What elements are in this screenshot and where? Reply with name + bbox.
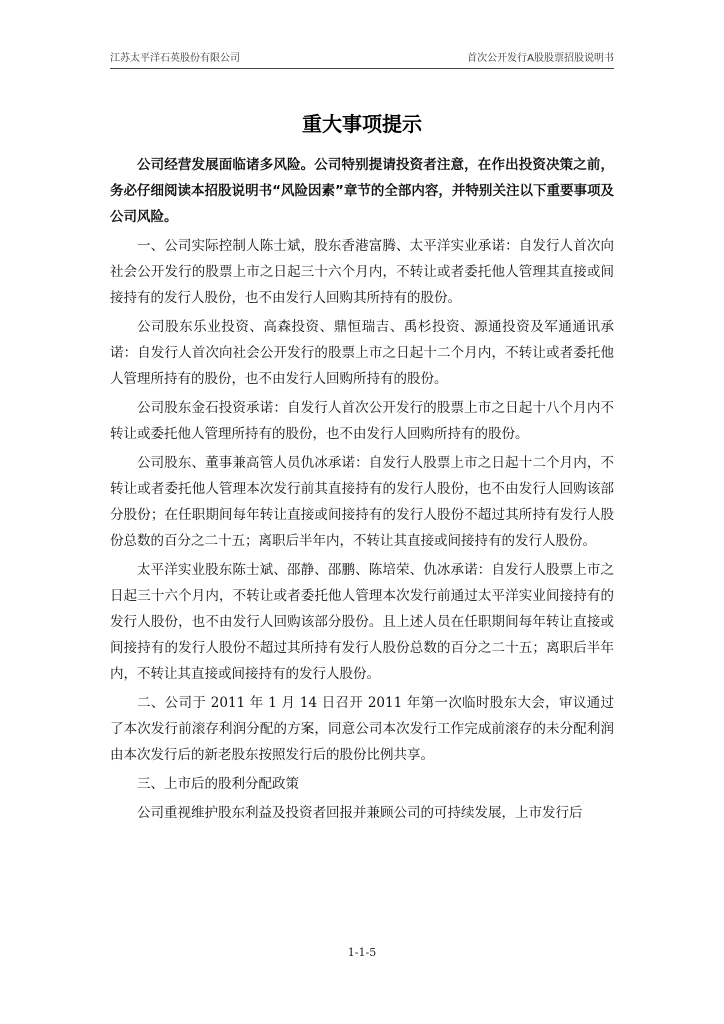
document-body xyxy=(110,152,614,829)
paragraph-item-3-heading: 三、上市后的股利分配政策 xyxy=(137,776,299,792)
paragraph-item-1: 一、公司实际控制人陈士斌，股东香港富腾、太平洋实业承诺：自发行人首次向社会公开发行的股票上市之日起三十六个月内，不转让或者委托他人管理其直接或间接持有的发行人股份，也不由发行人回购其所持有的股份。 xyxy=(110,238,614,306)
paragraph-item-2: 二、公司于 2011 年 1 月 14 日召开 2011 年第一次临时股东大会，审议通过了本次发行前滚存利润分配的方案，同意公司本次发行工作完成前滚存的未分配利润由本次发行后的新老股东按照发行后的股份比例共享。 xyxy=(110,695,614,763)
paragraph-intro: 公司经营发展面临诸多风险。公司特别提请投资者注意，在作出投资决策之前，务必仔细阅读本招股说明书“风险因素”章节的全部内容，并特别关注以下重要事项及公司风险。 xyxy=(110,157,614,225)
page-number: 1-1-5 xyxy=(347,946,377,959)
header-document-title: 首次公开发行A股股票招股说明书 xyxy=(467,53,614,64)
page-header xyxy=(110,52,614,66)
paragraph-dividend-policy: 公司重视维护股东利益及投资者回报并兼顾公司的可持续发展，上市发行后 xyxy=(137,805,583,821)
paragraph-qiu-bing: 公司股东、董事兼高管人员仇冰承诺：自发行人股票上市之日起十二个月内，不转让或者委托他人管理本次发行前其直接持有的发行人股份，也不由发行人回购该部分股份；在任职期间每年转让直接或间接持有的发行人股份不超过其所持有发行人股份总数的百分之二十五；离职后半年内，不转让其直接或间接持有的发行人股份。 xyxy=(110,455,614,549)
paragraph-shareholders-12-months: 公司股东乐业投资、高森投资、鼎恒瑞吉、禹杉投资、源通投资及军通通讯承诺：自发行人首次向社会公开发行的股票上市之日起十二个月内，不转让或者委托他人管理所持有的股份，也不由发行人回购所持有的股份。 xyxy=(110,319,614,387)
paragraph-jinshi-18-months: 公司股东金石投资承诺：自发行人首次公开发行的股票上市之日起十八个月内不转让或委托他人管理所持有的股份，也不由发行人回购所持有的股份。 xyxy=(110,400,614,442)
paragraph-pacific-industry: 太平洋实业股东陈士斌、邵静、邵鹏、陈培荣、仇冰承诺：自发行人股票上市之日起三十六个月内，不转让或者委托他人管理本次发行前通过太平洋实业间接持有的发行人股份，也不由发行人回购该部分股份。且上述人员在任职期间每年转让直接或间接持有的发行人股份不超过其所持有发行人股份总数的百分之二十五；离职后半年内，不转让其直接或间接持有的发行人股份。 xyxy=(110,562,614,682)
header-company-name: 江苏太平洋石英股份有限公司 xyxy=(110,53,240,64)
header-divider xyxy=(110,68,614,69)
page-title: 重大事项提示 xyxy=(302,112,422,136)
